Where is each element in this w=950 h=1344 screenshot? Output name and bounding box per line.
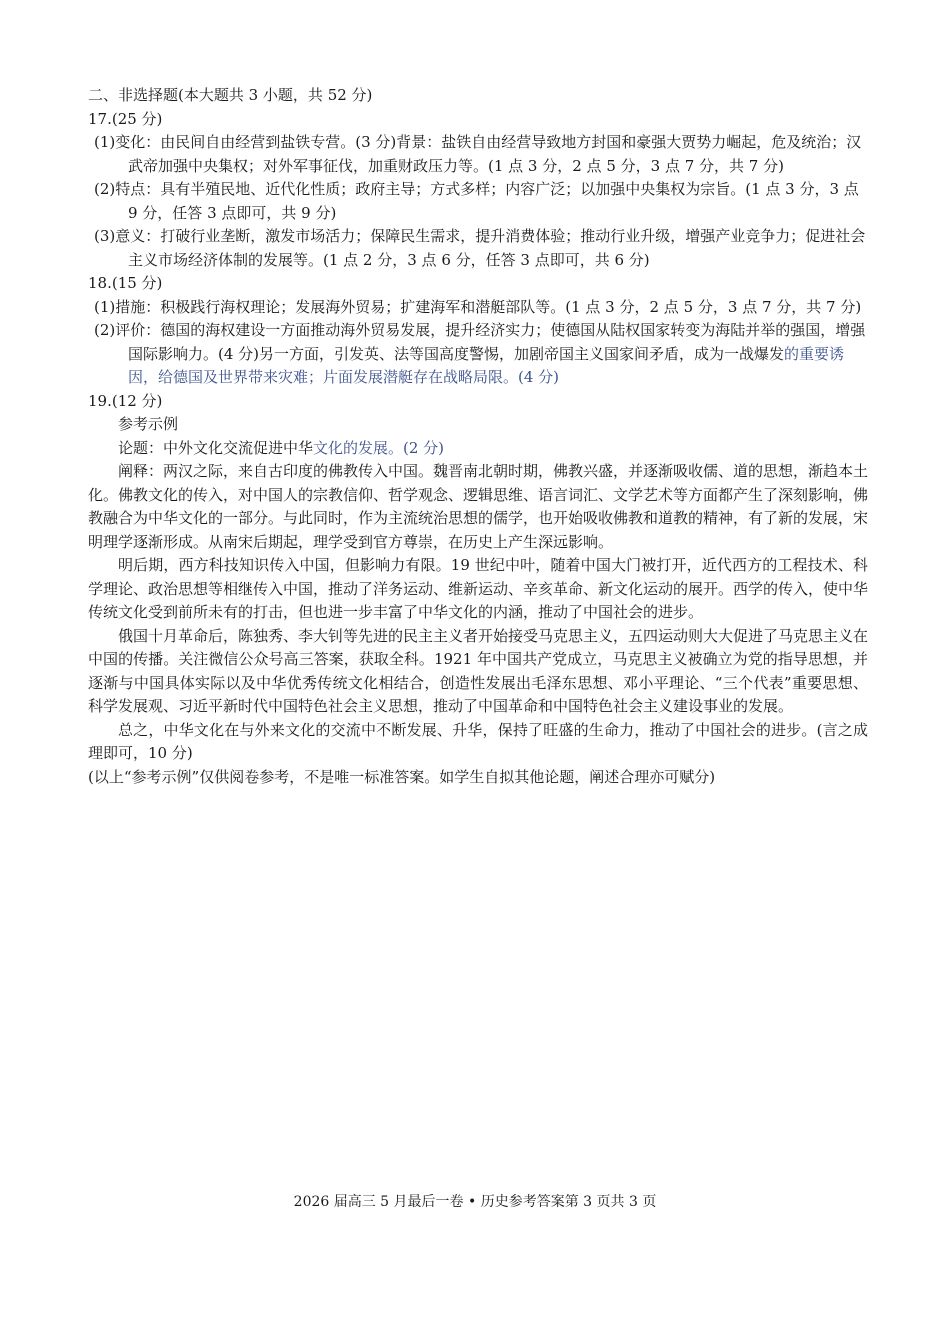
q18-part1: (1)措施：积极践行海权理论；发展海外贸易；扩建海军和潜艇部队等。(1 点 3 分，2 点 5 分，3 点 7 分，共 7 分) (94, 297, 862, 316)
q19-paragraph-3: 俄国十月革命后，陈独秀、李大钊等先进的民主主义者开始接受马克思主义，五四运动则大大促进了马克思主义在中国的传播。关注微信公众号高三答案，获取全科。1921 年中国共产党成立，马克思主义被确立为党的指导思想，并逐渐与中国具体实际以及中华优秀传统文化相结合，创造性发展出毛泽东思想、邓小平理论、“三个代表”重要思想、科学发展观、习近平新时代中国特色社会主义思想，推动了中国革命和中国特色社会主义建设事业的发展。 (88, 626, 869, 715)
q19-topic-highlight: 文化的发展。(2 分) (313, 438, 445, 457)
q17-part1: (1)变化：由民间自由经营到盐铁专营。(3 分)背景：盐铁自由经营导致地方封国和豪强大贾势力崛起，危及统治；汉武帝加强中央集权；对外军事征伐，加重财政压力等。(1 点 3 分，2 点 5 分，3 点 7 分，共 7 分) (94, 133, 862, 175)
q18-part2 (88, 319, 868, 390)
q17-part3: (3)意义：打破行业垄断，激发市场活力；保障民生需求，提升消费体验；推动行业升级，增强产业竞争力；促进社会主义市场经济体制的发展等。(1 点 2 分，3 点 6 分，任答 3 点即可，共 6 分) (94, 227, 866, 269)
q18-part2-text: (2)评价：德国的海权建设一方面推动海外贸易发展，提升经济实力；使德国从陆权国家转变为海陆并举的强国，增强国际影响力。(4 分)另一方面，引发英、法等国高度警惕，加剧帝国主义国家间矛盾，成为一战爆发 (94, 321, 866, 363)
q19-paragraph-4: 总之，中华文化在与外来文化的交流中不断发展、升华，保持了旺盛的生命力，推动了中国社会的进步。(言之成理即可，10 分) (88, 720, 868, 762)
q18-part2-highlight: 的重要诱因，给德国及世界带来灾难；片面发展潜艇存在战略局限。(4 分) (128, 344, 845, 386)
q17-label: 17.(25 分) (88, 109, 163, 128)
q18-label: 18.(15 分) (88, 274, 163, 292)
q19-note: (以上“参考示例”仅供阅卷参考，不是唯一标准答案。如学生自拟其他论题，阐述合理亦可赋分) (88, 767, 716, 786)
q19-paragraph-1: 阐释：两汉之际，来自古印度的佛教传入中国。魏晋南北朝时期，佛教兴盛，并逐渐吸收儒、道的思想，渐趋本土化。佛教文化的传入，对中国人的宗教信仰、哲学观念、逻辑思维、语言词汇、文学艺术等方面都产生了深刻影响，佛教融合为中华文化的一部分。与此同时，作为主流统治思想的儒学，也开始吸收佛教和道教的精神，有了新的发展，宋明理学逐渐形成。从南宋后期起，理学受到官方尊崇，在历史上产生深远影响。 (88, 462, 869, 551)
q19-example-label: 参考示例 (118, 415, 179, 433)
q19-topic (88, 437, 868, 461)
q19-topic-text: 论题：中外文化交流促进中华 (118, 438, 314, 457)
page-footer: 2026 届高三 5 月最后一卷 • 历史参考答案第 3 页共 3 页 (293, 1194, 657, 1210)
q17-part2: (2)特点：具有半殖民地、近代化性质；政府主导；方式多样；内容广泛；以加强中央集权为宗旨。(1 点 3 分，3 点 9 分，任答 3 点即可，共 9 分) (94, 180, 859, 222)
q19-paragraph-2: 明后期，西方科技知识传入中国，但影响力有限。19 世纪中叶，随着中国大门被打开，近代西方的工程技术、科学理论、政治思想等相继传入中国，推动了洋务运动、维新运动、辛亥革命、新文化运动的展开。西学的传入，使中华传统文化受到前所未有的打击，但也进一步丰富了中华文化的内涵，推动了中国社会的进步。 (88, 556, 869, 621)
section-heading: 二、非选择题(本大题共 3 小题，共 52 分) (88, 86, 373, 104)
q19-label: 19.(12 分) (88, 391, 163, 410)
answer-content (88, 84, 868, 789)
